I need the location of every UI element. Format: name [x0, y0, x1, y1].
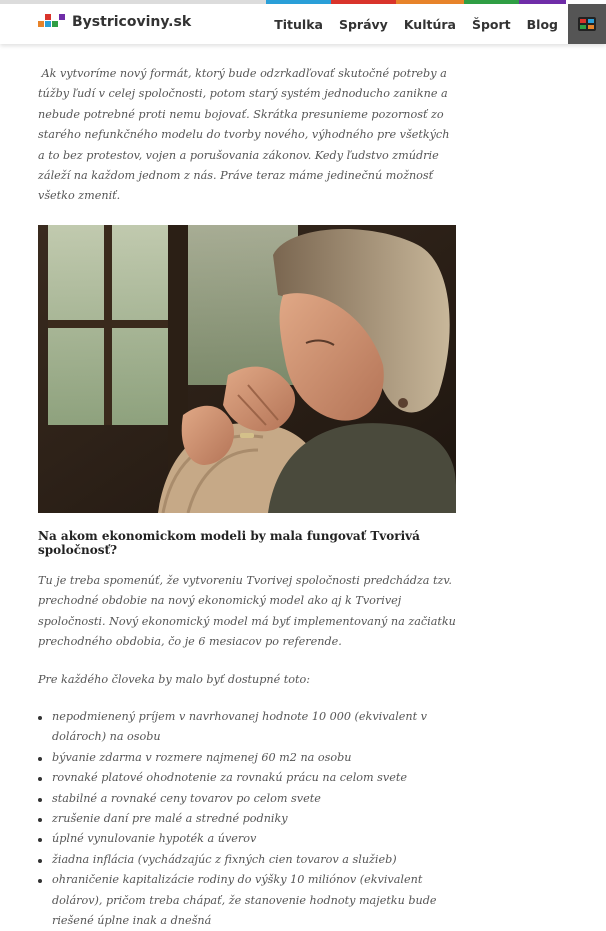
list-item: rovnaké platové ohodnotenie za rovnakú prácu na celom svete	[38, 768, 458, 788]
nav-spravy-label: Správy	[338, 16, 388, 32]
list-item: nepodmienený príjem v navrhovanej hodnote 10 000 (ekvivalent v dolároch) na osobu	[38, 707, 458, 748]
nav-titulka-label: Titulka	[274, 16, 323, 32]
article-body	[38, 28, 458, 931]
colored-grid-icon	[578, 17, 596, 31]
nav-sport[interactable]	[464, 4, 519, 44]
nav-sport-bar	[464, 0, 519, 4]
nav-sport-label: Šport	[471, 16, 511, 32]
nav-titulka[interactable]	[266, 4, 331, 44]
main-nav	[266, 4, 606, 44]
logo-text: Bystricoviny.sk	[72, 14, 192, 30]
list-item: žiadna inflácia (vychádzajúc z fixných cien tovarov a služieb)	[38, 850, 458, 870]
nav-blog-label: Blog	[526, 16, 558, 32]
nav-spravy-bar	[331, 0, 396, 4]
site-logo[interactable]	[38, 14, 191, 30]
site-header	[0, 0, 606, 44]
nav-kultura-bar	[396, 0, 464, 4]
list-item: ohraničenie kapitalizácie rodiny do výšky 10 miliónov (ekvivalent dolárov), pričom treba chápať, že stanovenie hodnoty majetku bude riešené úplne inak a dnešná	[38, 870, 458, 931]
nav-blog[interactable]	[519, 4, 566, 44]
nav-blog-bar	[519, 0, 566, 4]
benefits-list	[38, 707, 458, 931]
nav-kultura-label: Kultúra	[403, 16, 456, 32]
nav-kultura[interactable]	[396, 4, 464, 44]
logo-mark-icon	[38, 14, 66, 30]
article-paragraph-2: Tu je treba spomenúť, že vytvoreniu Tvorivej spoločnosti predchádza tzv. prechodné obdobie na nový ekonomický model ako aj k Tvorivej spoločnosti. Nový ekonomický model má byť implementovaný na začiatku prechodného obdobia, čo je 6 mesiacov po referende.	[38, 573, 456, 649]
nav-spravy[interactable]	[331, 4, 396, 44]
article-paragraph-3: Pre každého človeka by malo byť dostupné toto:	[38, 673, 311, 687]
article-photo-hug	[38, 225, 456, 513]
menu-toggle-button[interactable]	[568, 4, 606, 44]
header-stripe-titulka	[0, 0, 300, 4]
list-item: bývanie zdarma v rozmere najmenej 60 m2 na osobu	[38, 748, 458, 768]
article-paragraph-1: Ak vytvoríme nový formát, ktorý bude odzrkadľovať skutočné potreby a túžby ľudí v celej spoločnosti, potom starý systém jednoducho zanikne a nebude potrebné proti nemu bojovať. Skrátka presunieme pozornosť zo starého nefunkčného modelu do tvorby nového, výhodného pre všetkých a to bez protestov, vojen a porušovania zákonov. Kedy ľudstvo zmúdrie záleží na každom jednom z nás. Práve teraz máme jedinečnú možnosť všetko zmeniť.	[38, 67, 453, 203]
list-item: zrušenie daní pre malé a stredné podniky	[38, 809, 458, 829]
nav-titulka-bar	[266, 0, 331, 4]
list-item: stabilné a rovnaké ceny tovarov po celom svete	[38, 789, 458, 809]
article-subheading: Na akom ekonomickom modeli by mala fungovať Tvorivá spoločnosť?	[38, 528, 420, 557]
list-item: úplné vynulovanie hypoték a úverov	[38, 829, 458, 849]
